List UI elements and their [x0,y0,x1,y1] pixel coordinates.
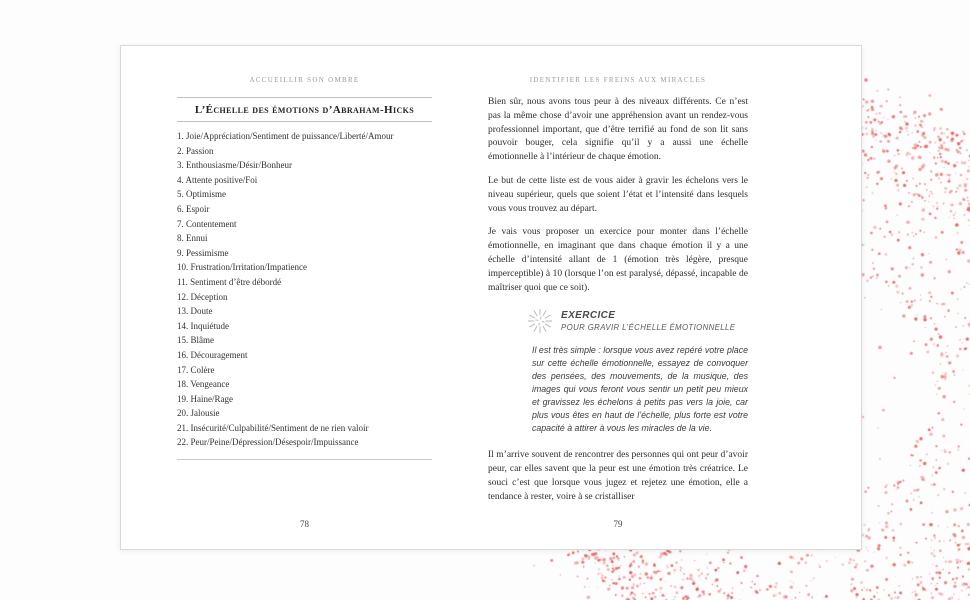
exercise-subtitle: POUR GRAVIR L’ÉCHELLE ÉMOTIONNELLE [561,323,736,333]
left-page [177,76,432,536]
list-item: 21. Insécurité/Culpabilité/Sentiment de ne rien valoir [177,422,369,433]
paragraph: Le but de cette liste est de vous aider à gravir les échelons vers le niveau supérieur, quels que soient l’état et l’intensité dans lesquels vous vous trouvez au départ. [488,175,748,214]
list-item: 22. Peur/Peine/Dépression/Désespoir/Impuissance [177,437,359,448]
list-item: 5. Optimisme [177,189,226,200]
list-item: 6. Espoir [177,203,210,214]
list-item: 18. Vengeance [177,379,230,390]
list-item: 20. Jalousie [177,408,220,419]
list-item: 13. Doute [177,306,213,317]
list-item: 8. Ennui [177,233,208,244]
paragraph: Il m’arrive souvent de rencontrer des personnes qui ont peur d’avoir peur, car elles savent que la peur est une émotion très créatrice. Le souci c’est que lorsque vous jugez et rejetez une émotion, elle a tendance à rester, voire à se cristalliser [488,450,748,502]
exercise-titles [561,310,735,332]
book-spread [120,45,862,550]
sunburst-icon [526,307,554,335]
list-item: 7. Contentement [177,218,237,229]
list-item: 11. Sentiment d’être débordé [177,276,282,287]
exercise-block [532,307,748,435]
list-item: 3. Enthousiasme/Désir/Bonheur [177,160,292,171]
list-item: 16. Découragement [177,349,248,360]
list-item: 12. Déception [177,291,228,302]
list-item: 17. Colère [177,364,215,375]
list-item: 9. Pessimisme [177,247,229,258]
exercise-body: Il est très simple : lorsque vous avez repéré votre place sur cette échelle émotionnelle, essayez de convoquer des pensées, des mouvements, de la musique, des images qui vous feront vous sentir un petit peu mieux et gravissez les échelons à petits pas vers la joie, car plus vous êtes en haut de l’échelle, plus forte est votre capacité à attirer à vous les miracles de la vie. [532,345,748,434]
paragraph: Je vais vous proposer un exercice pour monter dans l’échelle émotionnelle, en imaginant que dans chaque émotion il y a une échelle d’intensité allant de 1 (émotion très légère, presque imperceptible) à 10 (lorsque l’on est paralysé, dépassé, incapable de maîtriser quoi que ce soit). [488,227,748,293]
paragraph: Bien sûr, nous avons tous peur à des niveaux différents. Ce n’est pas la même chose d’avoir une appréhension avant un rendez-vous professionnel important, que d’être terrifié au fond de son lit sans pouvoir bouger, cela signifie qu’il y a aussi une échelle émotionnelle à l’intérieur de chaque émotion. [488,97,748,163]
running-head-left: ACCUEILLIR SON OMBRE [249,76,360,84]
list-item: 14. Inquiétude [177,320,229,331]
right-page [488,76,748,536]
running-head-right: IDENTIFIER LES FREINS AUX MIRACLES [529,76,707,84]
emotion-list [177,129,432,460]
list-item: 19. Haine/Rage [177,393,233,404]
exercise-label: EXERCICE [561,310,616,322]
page-number-left: 78 [300,519,309,529]
page-number-right: 79 [613,519,623,529]
chapter-title: L’Échelle des émotions d’Abraham-Hicks [177,97,432,122]
exercise-header [532,307,748,335]
list-item: 4. Attente positive/Foi [177,174,258,185]
list-item: 2. Passion [177,145,214,156]
list-item: 10. Frustration/Irritation/Impatience [177,262,307,273]
list-item: 15. Blâme [177,335,214,346]
list-item: 1. Joie/Appréciation/Sentiment de puissance/Liberté/Amour [177,131,394,141]
